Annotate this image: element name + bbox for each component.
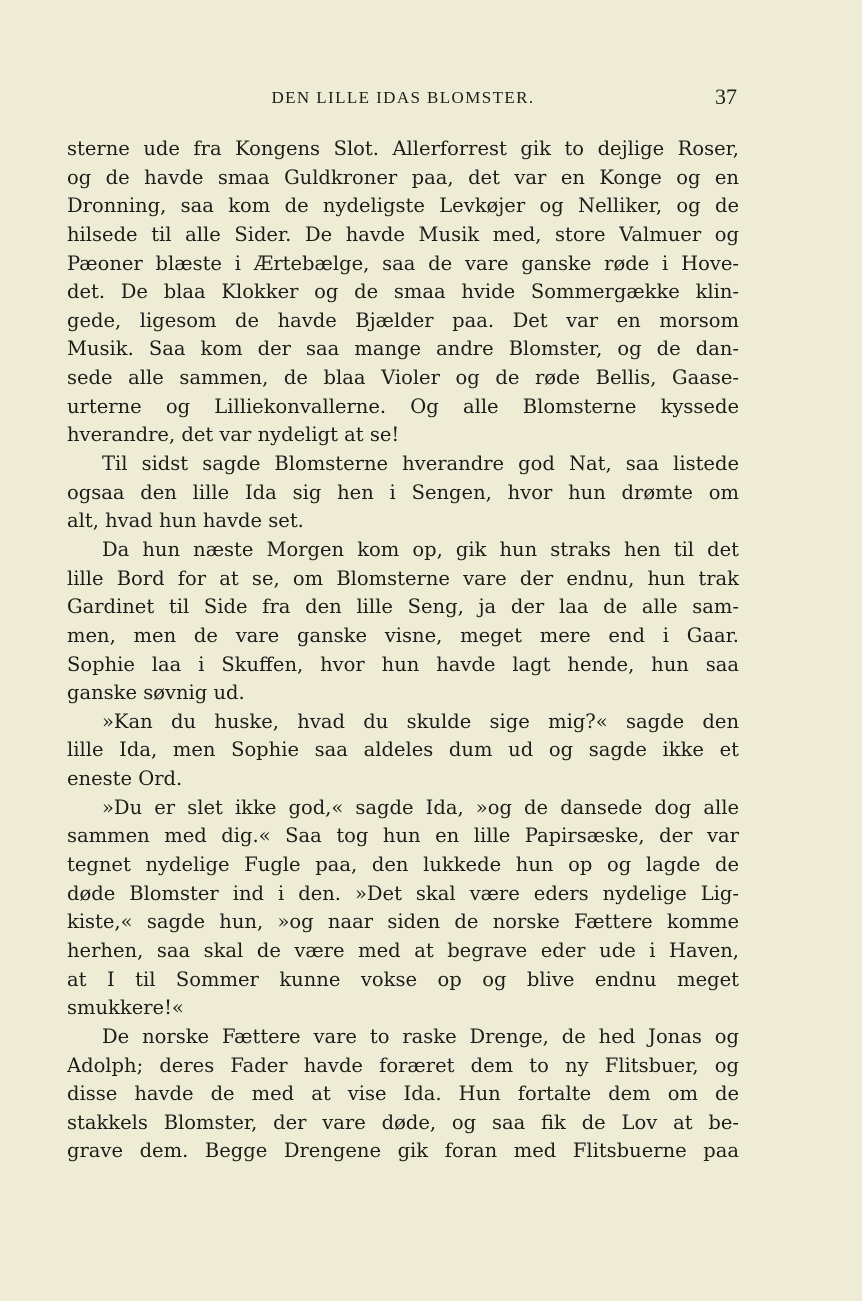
text-line: »Kan du huske, hvad du skulde sige mig?« sagde den: [102, 709, 739, 733]
text-line: Sophie laa i Skuffen, hvor hun havde lagt hende, hun saa: [67, 652, 739, 676]
text-line: ogsaa den lille Ida sig hen i Sengen, hvor hun drømte om: [67, 480, 739, 504]
text-line: kiste,« sagde hun, »og naar siden de norske Fættere komme: [67, 910, 739, 934]
text-line: men, men de vare ganske visne, meget mere end i Gaar.: [67, 623, 739, 647]
text-line: stakkels Blomster, der vare døde, og saa fik de Lov at be-: [67, 1110, 739, 1134]
text-line: alt, hvad hun havde set.: [67, 509, 304, 533]
text-line: døde Blomster ind i den. »Det skal være eders nydelige Lig-: [67, 881, 739, 905]
body-text: [67, 135, 739, 1166]
text-line: eneste Ord.: [67, 767, 183, 791]
text-line: »Du er slet ikke god,« sagde Ida, »og de dansede dog alle: [102, 795, 739, 819]
text-line: urterne og Lilliekonvallerne. Og alle Blomsterne kyssede: [67, 394, 739, 418]
text-line: hverandre, det var nydeligt at se!: [67, 423, 400, 447]
text-line: Gardinet til Side fra den lille Seng, ja der laa de alle sam-: [67, 595, 739, 619]
text-line: sammen med dig.« Saa tog hun en lille Papirsæske, der var: [67, 824, 739, 848]
text-line: Da hun næste Morgen kom op, gik hun straks hen til det: [102, 537, 739, 561]
running-header: [67, 84, 739, 114]
text-line: at I til Sommer kunne vokse op og blive endnu meget: [67, 967, 739, 991]
text-line: Pæoner blæste i Ærtebælge, saa de vare ganske røde i Hove-: [67, 251, 739, 275]
text-line: disse havde de med at vise Ida. Hun fortalte dem om de: [67, 1082, 739, 1106]
text-line: Til sidst sagde Blomsterne hverandre god Nat, saa listede: [102, 452, 739, 476]
page-number: 37: [715, 84, 737, 109]
text-line: Musik. Saa kom der saa mange andre Blomster, og de dan-: [67, 337, 739, 361]
text-line: lille Ida, men Sophie saa aldeles dum ud og sagde ikke et: [67, 738, 739, 762]
text-line: sede alle sammen, de blaa Violer og de røde Bellis, Gaase-: [67, 366, 739, 390]
text-line: herhen, saa skal de være med at begrave eder ude i Haven,: [67, 938, 739, 962]
text-line: ganske søvnig ud.: [67, 681, 245, 705]
text-line: det. De blaa Klokker og de smaa hvide Sommergække klin-: [67, 280, 739, 304]
text-line: hilsede til alle Sider. De havde Musik med, store Valmuer og: [67, 222, 739, 246]
text-line: og de havde smaa Guldkroner paa, det var en Konge og en: [67, 165, 739, 189]
text-line: tegnet nydelige Fugle paa, den lukkede hun op og lagde de: [67, 853, 739, 877]
text-line: smukkere!«: [67, 996, 184, 1020]
text-line: Dronning, saa kom de nydeligste Levkøjer og Nelliker, og de: [67, 194, 739, 218]
text-line: De norske Fættere vare to raske Drenge, de hed Jonas og: [102, 1024, 739, 1048]
running-title: DEN LILLE IDAS BLOMSTER.: [271, 88, 535, 107]
text-line: sterne ude fra Kongens Slot. Allerforrest gik to dejlige Roser,: [67, 137, 739, 160]
text-line: lille Bord for at se, om Blomsterne vare der endnu, hun trak: [67, 566, 739, 590]
text-line: grave dem. Begge Drengene gik foran med Flitsbuerne paa: [67, 1139, 739, 1163]
text-line: gede, ligesom de havde Bjælder paa. Det var en morsom: [67, 308, 739, 332]
text-line: Adolph; deres Fader havde foræret dem to ny Flitsbuer, og: [67, 1053, 739, 1077]
